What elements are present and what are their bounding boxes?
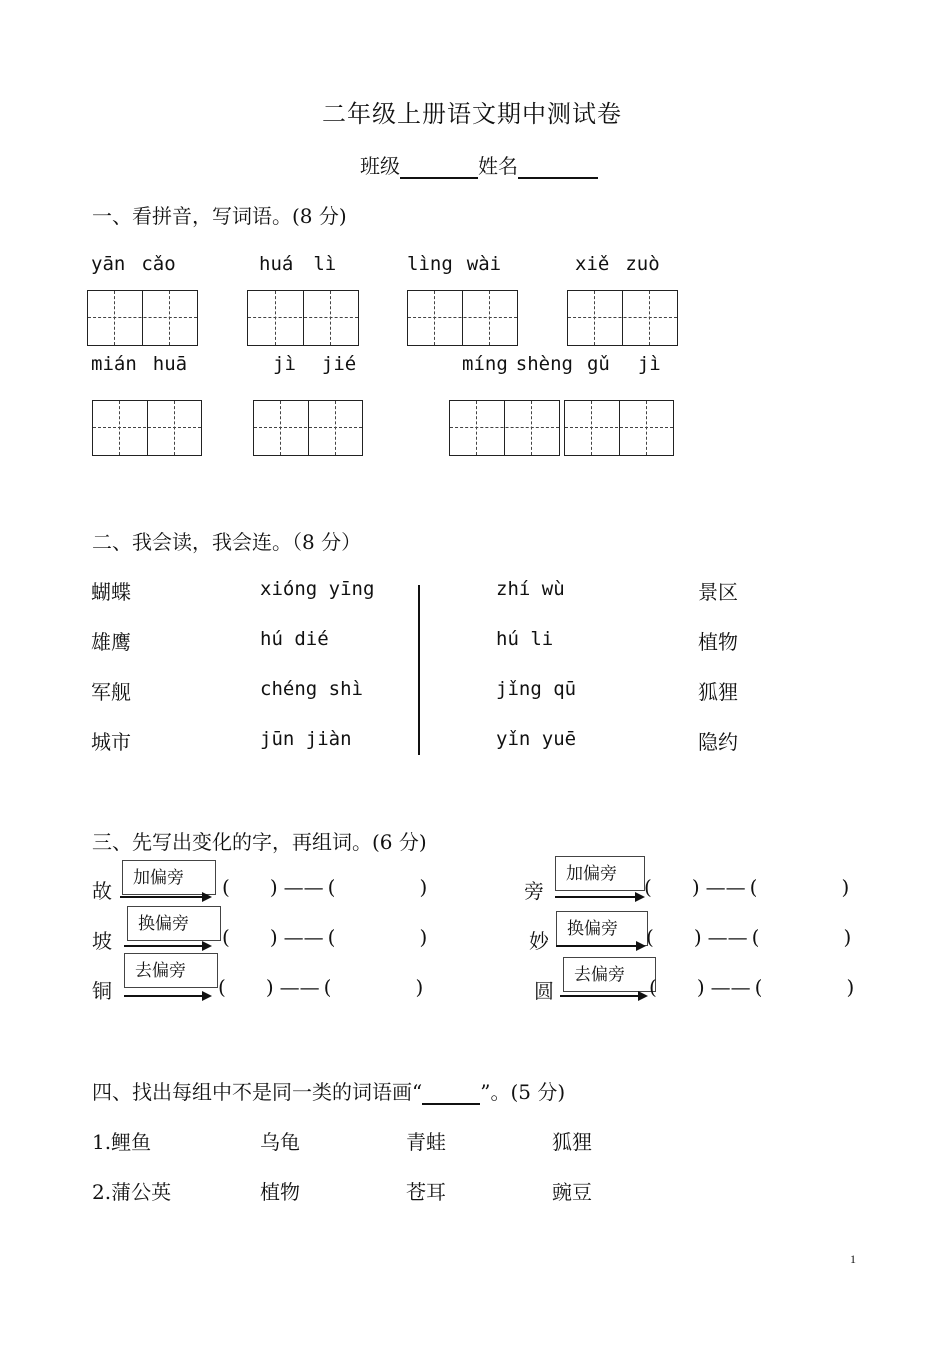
pinyin-label: yān cǎo [91,253,176,275]
word-option[interactable]: 狐狸 [552,1130,592,1154]
pinyin-label: jì jié [273,353,357,375]
source-char: 妙 [529,929,549,953]
answer-blanks[interactable]: ( ) —— ( ) [222,875,428,899]
word: 军舰 [91,680,131,704]
word-option[interactable]: 青蛙 [406,1130,446,1154]
source-char: 坡 [92,929,112,953]
underline-mark [422,1083,480,1105]
class-label: 班级 [360,154,400,178]
page-number: 1 [850,1252,856,1266]
arrowhead-icon [636,941,646,951]
arrow [560,995,640,997]
arrow [556,945,638,947]
word: 雄鹰 [91,630,131,654]
section1-heading: 一、看拼音，写词语。(8 分) [92,204,347,228]
writing-grid[interactable] [567,290,678,346]
source-char: 铜 [92,979,112,1003]
name-label: 姓名 [478,154,518,178]
word: 城市 [91,730,131,754]
class-blank[interactable] [400,155,478,179]
page-title: 二年级上册语文期中测试卷 [322,100,622,128]
writing-grid[interactable] [564,400,674,456]
word: 蝴蝶 [91,580,131,604]
divider-line [418,585,420,755]
word: 狐狸 [698,680,738,704]
writing-grid[interactable] [247,290,359,346]
word-option[interactable]: 1.鲤鱼 [92,1130,152,1154]
word-option[interactable]: 植物 [260,1180,300,1204]
writing-grid[interactable] [407,290,518,346]
arrowhead-icon [202,941,212,951]
word-option[interactable]: 乌龟 [260,1130,300,1154]
arrowhead-icon [638,991,648,1001]
answer-blanks[interactable]: ( ) —— ( ) [646,925,852,949]
word: 植物 [698,630,738,654]
pinyin-label: xiě zuò [575,253,660,275]
pinyin-word: chéng shì [260,678,363,700]
pinyin-label: huá lì [259,253,337,275]
section4-heading: 四、找出每组中不是同一类的词语画“ ”。(5 分) [92,1080,566,1104]
answer-blanks[interactable]: ( ) —— ( ) [644,875,850,899]
answer-blanks[interactable]: ( ) —— ( ) [649,975,855,999]
arrow [120,896,204,898]
answer-blanks[interactable]: ( ) —— ( ) [218,975,424,999]
arrowhead-icon [202,991,212,1001]
pinyin-word: xióng yīng [260,578,375,600]
pinyin-word: zhí wù [496,578,565,600]
operation-label: 加偏旁 [122,860,216,895]
word: 景区 [698,580,738,604]
operation-label: 换偏旁 [556,911,648,946]
writing-grid[interactable] [92,400,202,456]
pinyin-label: míng shèng gǔ jì [462,353,661,375]
operation-label: 去偏旁 [563,957,656,992]
header-fields [360,150,598,179]
operation-label: 换偏旁 [127,906,221,941]
pinyin-label: mián huā [91,353,188,375]
section2-heading: 二、我会读，我会连。（8 分） [92,530,362,554]
word-option[interactable]: 豌豆 [552,1180,592,1204]
arrow [555,896,637,898]
operation-label: 加偏旁 [555,856,645,891]
name-blank[interactable] [518,155,598,179]
pinyin-label: lìng wài [407,253,502,275]
pinyin-word: jǐng qū [496,678,577,700]
pinyin-word: yǐn yuē [496,728,577,750]
section3-heading: 三、先写出变化的字，再组词。(6 分) [92,830,427,854]
answer-blanks[interactable]: ( ) —— ( ) [222,925,428,949]
source-char: 圆 [534,979,554,1003]
operation-label: 去偏旁 [124,953,218,988]
source-char: 旁 [524,879,544,903]
pinyin-word: hú li [496,628,554,650]
source-char: 故 [92,879,112,903]
arrowhead-icon [202,892,212,902]
arrow [124,995,204,997]
writing-grid[interactable] [87,290,198,346]
arrow [124,945,204,947]
writing-grid[interactable] [449,400,560,456]
word-option[interactable]: 2.蒲公英 [92,1180,172,1204]
word: 隐约 [698,730,738,754]
pinyin-word: hú dié [260,628,329,650]
writing-grid[interactable] [253,400,363,456]
pinyin-word: jūn jiàn [260,728,352,750]
word-option[interactable]: 苍耳 [406,1180,446,1204]
